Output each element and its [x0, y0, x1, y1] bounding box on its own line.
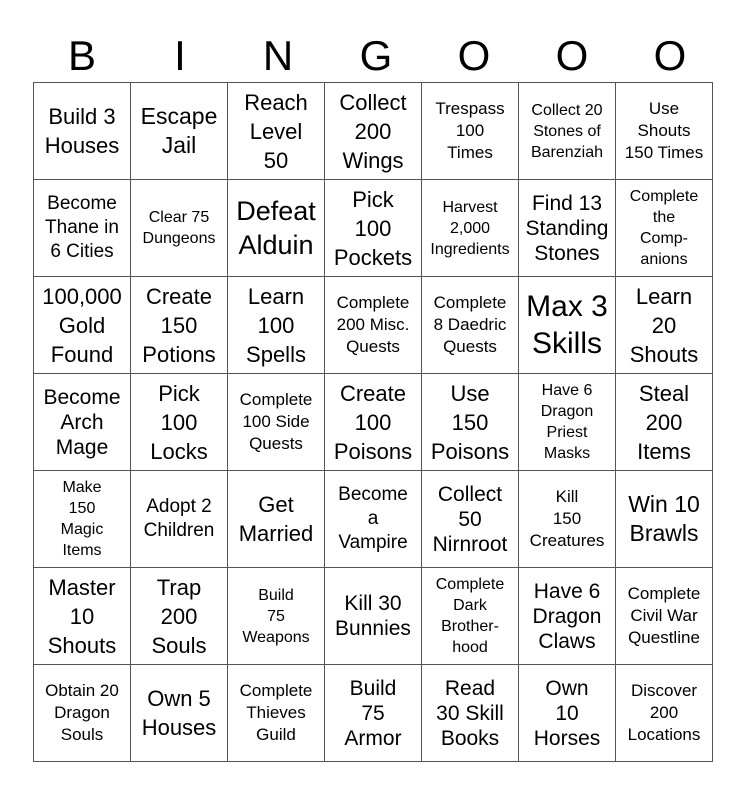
bingo-cell: Collect 50 Nirnroot — [422, 471, 519, 568]
bingo-cell: Max 3 Skills — [519, 277, 616, 374]
bingo-cell: Own 5 Houses — [131, 665, 228, 762]
bingo-cell: Kill 30 Bunnies — [325, 568, 422, 665]
bingo-cell: Have 6 Dragon Priest Masks — [519, 374, 616, 471]
bingo-cell: Complete Thieves Guild — [228, 665, 325, 762]
bingo-cell: Complete 8 Daedric Quests — [422, 277, 519, 374]
bingo-cell: Kill 150 Creatures — [519, 471, 616, 568]
bingo-board — [33, 82, 713, 762]
board-row — [34, 180, 713, 277]
bingo-cell: Create 100 Poisons — [325, 374, 422, 471]
bingo-cell: Escape Jail — [131, 83, 228, 180]
bingo-cell: Become Thane in 6 Cities — [34, 180, 131, 277]
bingo-cell: Trespass 100 Times — [422, 83, 519, 180]
bingo-cell: Build 3 Houses — [34, 83, 131, 180]
board-row — [34, 374, 713, 471]
board-row — [34, 471, 713, 568]
bingo-cell: Win 10 Brawls — [616, 471, 713, 568]
bingo-cell: Learn 100 Spells — [228, 277, 325, 374]
bingo-cell: Learn 20 Shouts — [616, 277, 713, 374]
bingo-cell: Discover 200 Locations — [616, 665, 713, 762]
bingo-cell: Obtain 20 Dragon Souls — [34, 665, 131, 762]
bingo-cell: Find 13 Standing Stones — [519, 180, 616, 277]
header-letter: O — [653, 32, 687, 79]
board-row — [34, 277, 713, 374]
header-letter: N — [262, 32, 294, 79]
bingo-cell: Collect 20 Stones of Barenziah — [519, 83, 616, 180]
bingo-cell: Become Arch Mage — [34, 374, 131, 471]
bingo-cell: Create 150 Potions — [131, 277, 228, 374]
bingo-cell: Complete 200 Misc. Quests — [325, 277, 422, 374]
bingo-cell: Complete 100 Side Quests — [228, 374, 325, 471]
bingo-cell: Master 10 Shouts — [34, 568, 131, 665]
bingo-cell: Collect 200 Wings — [325, 83, 422, 180]
bingo-cell: Complete the Comp- anions — [616, 180, 713, 277]
bingo-cell: Use Shouts 150 Times — [616, 83, 713, 180]
bingo-cell: Steal 200 Items — [616, 374, 713, 471]
bingo-cell: Trap 200 Souls — [131, 568, 228, 665]
header-letter: O — [555, 32, 589, 79]
bingo-cell: Complete Civil War Questline — [616, 568, 713, 665]
header-letter: G — [359, 32, 393, 79]
bingo-cell: Build 75 Weapons — [228, 568, 325, 665]
bingo-cell: 100,000 Gold Found — [34, 277, 131, 374]
header-letter: O — [457, 32, 491, 79]
bingo-cell: Harvest 2,000 Ingredients — [422, 180, 519, 277]
bingo-cell: Become a Vampire — [325, 471, 422, 568]
bingo-cell: Read 30 Skill Books — [422, 665, 519, 762]
bingo-cell: Use 150 Poisons — [422, 374, 519, 471]
bingo-cell: Defeat Alduin — [228, 180, 325, 277]
bingo-cell: Pick 100 Pockets — [325, 180, 422, 277]
bingo-cell: Own 10 Horses — [519, 665, 616, 762]
board-row — [34, 665, 713, 762]
board-row — [34, 83, 713, 180]
bingo-cell: Make 150 Magic Items — [34, 471, 131, 568]
bingo-cell: Pick 100 Locks — [131, 374, 228, 471]
bingo-cell: Complete Dark Brother- hood — [422, 568, 519, 665]
header-letter: B — [67, 32, 96, 79]
board-row — [34, 568, 713, 665]
bingo-cell: Have 6 Dragon Claws — [519, 568, 616, 665]
bingo-cell: Build 75 Armor — [325, 665, 422, 762]
bingo-cell: Clear 75 Dungeons — [131, 180, 228, 277]
bingo-cell: Adopt 2 Children — [131, 471, 228, 568]
bingo-cell: Get Married — [228, 471, 325, 568]
bingo-cell: Reach Level 50 — [228, 83, 325, 180]
bingo-header — [33, 30, 719, 82]
header-letter: I — [174, 32, 186, 79]
